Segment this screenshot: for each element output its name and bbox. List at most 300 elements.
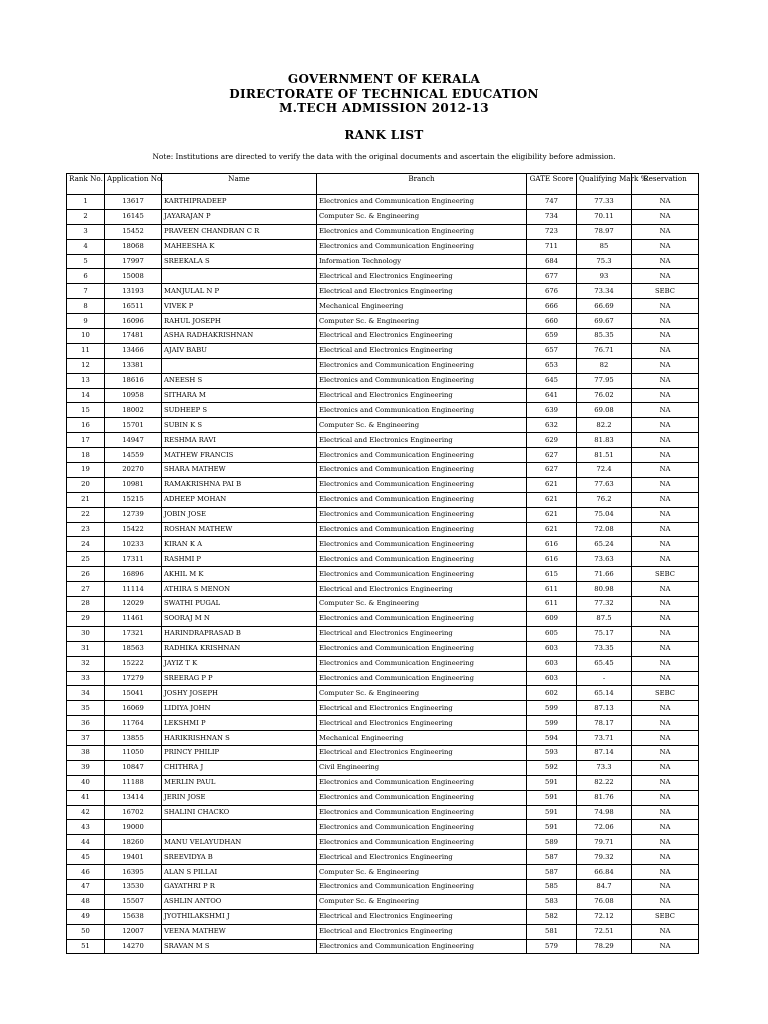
- gate-score-cell: 734: [527, 209, 577, 224]
- rank-cell: 29: [67, 611, 105, 626]
- gate-score-cell: 603: [527, 671, 577, 686]
- application-cell: 16069: [105, 701, 162, 716]
- rank-cell: 40: [67, 775, 105, 790]
- rank-cell: 47: [67, 879, 105, 894]
- header-government: GOVERNMENT OF KERALA: [287, 72, 481, 86]
- table-row: [67, 269, 699, 284]
- qualifying-mark-cell: 73.71: [577, 731, 632, 746]
- name-cell: JOBIN JOSE: [162, 507, 317, 522]
- rank-cell: 7: [67, 284, 105, 299]
- table-row: [67, 418, 699, 433]
- table-row: [67, 701, 699, 716]
- name-cell: VEENA MATHEW: [162, 924, 317, 939]
- branch-cell: Civil Engineering: [317, 760, 527, 775]
- rank-cell: 26: [67, 567, 105, 582]
- name-cell: AKHIL M K: [162, 567, 317, 582]
- name-cell: AJAIV BABU: [162, 343, 317, 358]
- branch-cell: Electrical and Electronics Engineering: [317, 924, 527, 939]
- branch-cell: Electronics and Communication Engineering: [317, 463, 527, 478]
- application-cell: 16395: [105, 865, 162, 880]
- qualifying-mark-cell: 79.32: [577, 850, 632, 865]
- application-cell: 12029: [105, 597, 162, 612]
- branch-cell: Electronics and Communication Engineering: [317, 656, 527, 671]
- branch-cell: Computer Sc. & Engineering: [317, 209, 527, 224]
- table-row: [67, 879, 699, 894]
- branch-cell: Information Technology: [317, 254, 527, 269]
- branch-cell: Electronics and Communication Engineering: [317, 492, 527, 507]
- qualifying-mark-cell: 75.17: [577, 626, 632, 641]
- qualifying-mark-cell: 75.04: [577, 507, 632, 522]
- reservation-cell: NA: [632, 731, 699, 746]
- rank-cell: 27: [67, 582, 105, 597]
- name-cell: ROSHAN MATHEW: [162, 522, 317, 537]
- application-cell: 10958: [105, 388, 162, 403]
- rank-cell: 51: [67, 939, 105, 954]
- branch-cell: Electronics and Communication Engineering: [317, 507, 527, 522]
- qualifying-mark-cell: 81.76: [577, 790, 632, 805]
- gate-score-cell: 599: [527, 716, 577, 731]
- name-cell: LIDIYA JOHN: [162, 701, 317, 716]
- gate-score-cell: 641: [527, 388, 577, 403]
- table-row: [67, 522, 699, 537]
- application-cell: 17997: [105, 254, 162, 269]
- reservation-cell: NA: [632, 239, 699, 254]
- gate-score-cell: 587: [527, 865, 577, 880]
- branch-cell: Electronics and Communication Engineering: [317, 537, 527, 552]
- branch-cell: Electronics and Communication Engineering: [317, 939, 527, 954]
- name-cell: RADHIKA KRISHNAN: [162, 641, 317, 656]
- qualifying-mark-cell: 82.2: [577, 418, 632, 433]
- rank-cell: 5: [67, 254, 105, 269]
- name-cell: KIRAN K A: [162, 537, 317, 552]
- application-cell: 11114: [105, 582, 162, 597]
- qualifying-mark-cell: 73.34: [577, 284, 632, 299]
- rank-cell: 45: [67, 850, 105, 865]
- rank-cell: 16: [67, 418, 105, 433]
- qualifying-mark-cell: 76.2: [577, 492, 632, 507]
- branch-cell: Electronics and Communication Engineering: [317, 195, 527, 210]
- branch-cell: Electronics and Communication Engineering: [317, 835, 527, 850]
- table-row: [67, 507, 699, 522]
- branch-cell: Electronics and Communication Engineering: [317, 611, 527, 626]
- rank-cell: 9: [67, 314, 105, 329]
- rank-cell: 25: [67, 552, 105, 567]
- rank-cell: 18: [67, 448, 105, 463]
- branch-cell: Electrical and Electronics Engineering: [317, 284, 527, 299]
- application-cell: 13193: [105, 284, 162, 299]
- reservation-cell: NA: [632, 939, 699, 954]
- qualifying-mark-cell: 78.29: [577, 939, 632, 954]
- reservation-cell: NA: [632, 477, 699, 492]
- gate-score-cell: 609: [527, 611, 577, 626]
- reservation-cell: NA: [632, 507, 699, 522]
- table-row: [67, 597, 699, 612]
- rank-cell: 15: [67, 403, 105, 418]
- reservation-cell: NA: [632, 522, 699, 537]
- application-cell: 10981: [105, 477, 162, 492]
- rank-cell: 21: [67, 492, 105, 507]
- reservation-cell: NA: [632, 924, 699, 939]
- rank-list-table: [66, 173, 699, 954]
- name-cell: KARTHIPRADEEP: [162, 195, 317, 210]
- reservation-cell: NA: [632, 224, 699, 239]
- application-cell: 15008: [105, 269, 162, 284]
- name-cell: GAYATHRI P R: [162, 879, 317, 894]
- name-cell: RAMAKRISHNA PAI B: [162, 477, 317, 492]
- gate-score-cell: 603: [527, 641, 577, 656]
- application-cell: 15638: [105, 909, 162, 924]
- qualifying-mark-cell: 81.83: [577, 433, 632, 448]
- name-cell: HARINDRAPRASAD B: [162, 626, 317, 641]
- table-row: [67, 731, 699, 746]
- gate-score-cell: 747: [527, 195, 577, 210]
- reservation-cell: NA: [632, 745, 699, 760]
- name-cell: [162, 269, 317, 284]
- table-row: [67, 224, 699, 239]
- reservation-cell: NA: [632, 865, 699, 880]
- gate-score-cell: 659: [527, 329, 577, 344]
- branch-cell: Mechanical Engineering: [317, 731, 527, 746]
- gate-score-cell: 621: [527, 492, 577, 507]
- qualifying-mark-cell: 72.51: [577, 924, 632, 939]
- application-cell: 11188: [105, 775, 162, 790]
- table-row: [67, 552, 699, 567]
- application-cell: 10847: [105, 760, 162, 775]
- reservation-cell: SEBC: [632, 284, 699, 299]
- qualifying-mark-cell: 65.45: [577, 656, 632, 671]
- table-row: [67, 924, 699, 939]
- branch-cell: Electronics and Communication Engineering: [317, 224, 527, 239]
- table-row: [67, 209, 699, 224]
- application-cell: 20270: [105, 463, 162, 478]
- qualifying-mark-cell: 77.32: [577, 597, 632, 612]
- branch-cell: Electrical and Electronics Engineering: [317, 433, 527, 448]
- qualifying-mark-cell: 82: [577, 358, 632, 373]
- name-cell: SREERAG P P: [162, 671, 317, 686]
- gate-score-cell: 621: [527, 507, 577, 522]
- branch-cell: Computer Sc. & Engineering: [317, 686, 527, 701]
- qualifying-mark-cell: 77.33: [577, 195, 632, 210]
- gate-score-cell: 591: [527, 805, 577, 820]
- reservation-cell: NA: [632, 656, 699, 671]
- reservation-cell: SEBC: [632, 909, 699, 924]
- reservation-cell: NA: [632, 805, 699, 820]
- rank-cell: 1: [67, 195, 105, 210]
- reservation-cell: NA: [632, 597, 699, 612]
- qualifying-mark-cell: 66.84: [577, 865, 632, 880]
- table-row: [67, 314, 699, 329]
- branch-cell: Electrical and Electronics Engineering: [317, 582, 527, 597]
- table-row: [67, 239, 699, 254]
- application-cell: 17311: [105, 552, 162, 567]
- qualifying-mark-cell: 74.98: [577, 805, 632, 820]
- gate-score-cell: 603: [527, 656, 577, 671]
- qualifying-mark-cell: 93: [577, 269, 632, 284]
- rank-cell: 42: [67, 805, 105, 820]
- table-row: [67, 850, 699, 865]
- name-cell: JAYARAJAN P: [162, 209, 317, 224]
- rank-cell: 36: [67, 716, 105, 731]
- name-cell: RASHMI P: [162, 552, 317, 567]
- rank-cell: 14: [67, 388, 105, 403]
- name-cell: SITHARA M: [162, 388, 317, 403]
- application-cell: 11764: [105, 716, 162, 731]
- table-row: [67, 403, 699, 418]
- qualifying-mark-cell: 78.97: [577, 224, 632, 239]
- name-cell: ASHA RADHAKRISHNAN: [162, 329, 317, 344]
- gate-score-cell: 589: [527, 835, 577, 850]
- application-cell: 14270: [105, 939, 162, 954]
- application-cell: 13414: [105, 790, 162, 805]
- application-cell: 18002: [105, 403, 162, 418]
- qualifying-mark-cell: 71.66: [577, 567, 632, 582]
- name-cell: RESHMA RAVI: [162, 433, 317, 448]
- rank-cell: 34: [67, 686, 105, 701]
- reservation-cell: NA: [632, 879, 699, 894]
- reservation-cell: NA: [632, 254, 699, 269]
- col-header-branch: Branch: [317, 174, 527, 195]
- gate-score-cell: 629: [527, 433, 577, 448]
- name-cell: [162, 358, 317, 373]
- application-cell: 13617: [105, 195, 162, 210]
- branch-cell: Electrical and Electronics Engineering: [317, 329, 527, 344]
- gate-score-cell: 599: [527, 701, 577, 716]
- gate-score-cell: 591: [527, 775, 577, 790]
- gate-score-cell: 602: [527, 686, 577, 701]
- branch-cell: Computer Sc. & Engineering: [317, 314, 527, 329]
- application-cell: 15452: [105, 224, 162, 239]
- rank-cell: 37: [67, 731, 105, 746]
- qualifying-mark-cell: 77.63: [577, 477, 632, 492]
- gate-score-cell: 587: [527, 850, 577, 865]
- reservation-cell: NA: [632, 195, 699, 210]
- table-row: [67, 939, 699, 954]
- gate-score-cell: 653: [527, 358, 577, 373]
- branch-cell: Electronics and Communication Engineering: [317, 522, 527, 537]
- gate-score-cell: 605: [527, 626, 577, 641]
- rank-cell: 32: [67, 656, 105, 671]
- rank-cell: 28: [67, 597, 105, 612]
- table-row: [67, 433, 699, 448]
- gate-score-cell: 615: [527, 567, 577, 582]
- application-cell: 13855: [105, 731, 162, 746]
- application-cell: 13530: [105, 879, 162, 894]
- qualifying-mark-cell: 84.7: [577, 879, 632, 894]
- rank-cell: 2: [67, 209, 105, 224]
- table-row: [67, 790, 699, 805]
- rank-cell: 31: [67, 641, 105, 656]
- application-cell: 16145: [105, 209, 162, 224]
- branch-cell: Electrical and Electronics Engineering: [317, 745, 527, 760]
- qualifying-mark-cell: 73.35: [577, 641, 632, 656]
- table-row: [67, 582, 699, 597]
- table-row: [67, 463, 699, 478]
- rank-cell: 17: [67, 433, 105, 448]
- reservation-cell: NA: [632, 463, 699, 478]
- table-row: [67, 894, 699, 909]
- table-row: [67, 329, 699, 344]
- reservation-cell: NA: [632, 850, 699, 865]
- name-cell: JYOTHILAKSHMI J: [162, 909, 317, 924]
- branch-cell: Computer Sc. & Engineering: [317, 597, 527, 612]
- reservation-cell: NA: [632, 433, 699, 448]
- gate-score-cell: 582: [527, 909, 577, 924]
- reservation-cell: NA: [632, 403, 699, 418]
- branch-cell: Electronics and Communication Engineering: [317, 820, 527, 835]
- reservation-cell: NA: [632, 358, 699, 373]
- reservation-cell: NA: [632, 611, 699, 626]
- qualifying-mark-cell: 82.22: [577, 775, 632, 790]
- qualifying-mark-cell: 72.4: [577, 463, 632, 478]
- qualifying-mark-cell: 75.3: [577, 254, 632, 269]
- table-row: [67, 909, 699, 924]
- name-cell: ADHEEP MOHAN: [162, 492, 317, 507]
- table-row: [67, 716, 699, 731]
- reservation-cell: NA: [632, 373, 699, 388]
- qualifying-mark-cell: 79.71: [577, 835, 632, 850]
- table-row: [67, 835, 699, 850]
- table-body: [67, 195, 699, 954]
- gate-score-cell: 632: [527, 418, 577, 433]
- qualifying-mark-cell: 85.35: [577, 329, 632, 344]
- application-cell: 16896: [105, 567, 162, 582]
- branch-cell: Electronics and Communication Engineering: [317, 552, 527, 567]
- table-row: [67, 537, 699, 552]
- reservation-cell: NA: [632, 820, 699, 835]
- table-row: [67, 745, 699, 760]
- application-cell: 17279: [105, 671, 162, 686]
- rank-cell: 22: [67, 507, 105, 522]
- reservation-cell: NA: [632, 641, 699, 656]
- qualifying-mark-cell: 81.51: [577, 448, 632, 463]
- page-title: RANK LIST: [344, 128, 424, 142]
- table-row: [67, 448, 699, 463]
- table-row: [67, 686, 699, 701]
- table-row: [67, 805, 699, 820]
- branch-cell: Electronics and Communication Engineering: [317, 373, 527, 388]
- name-cell: SREEVIDYA B: [162, 850, 317, 865]
- reservation-cell: NA: [632, 269, 699, 284]
- gate-score-cell: 723: [527, 224, 577, 239]
- branch-cell: Electronics and Communication Engineering: [317, 775, 527, 790]
- qualifying-mark-cell: 78.17: [577, 716, 632, 731]
- header-admission: M.TECH ADMISSION 2012-13: [279, 101, 489, 115]
- col-header-application: Application No.: [105, 174, 162, 195]
- application-cell: 15701: [105, 418, 162, 433]
- qualifying-mark-cell: 73.63: [577, 552, 632, 567]
- application-cell: 15215: [105, 492, 162, 507]
- qualifying-mark-cell: -: [577, 671, 632, 686]
- reservation-cell: NA: [632, 582, 699, 597]
- gate-score-cell: 611: [527, 597, 577, 612]
- branch-cell: Electrical and Electronics Engineering: [317, 701, 527, 716]
- reservation-cell: NA: [632, 418, 699, 433]
- name-cell: LEKSHMI P: [162, 716, 317, 731]
- admission-note: Note: Institutions are directed to verify the data with the original documents and ascertain the eligibility before admission.: [152, 152, 616, 161]
- reservation-cell: NA: [632, 209, 699, 224]
- name-cell: MATHEW FRANCIS: [162, 448, 317, 463]
- reservation-cell: NA: [632, 835, 699, 850]
- qualifying-mark-cell: 76.02: [577, 388, 632, 403]
- name-cell: MERLIN PAUL: [162, 775, 317, 790]
- qualifying-mark-cell: 80.98: [577, 582, 632, 597]
- application-cell: 18616: [105, 373, 162, 388]
- branch-cell: Electrical and Electronics Engineering: [317, 909, 527, 924]
- qualifying-mark-cell: 66.69: [577, 299, 632, 314]
- qualifying-mark-cell: 72.12: [577, 909, 632, 924]
- table-row: [67, 477, 699, 492]
- reservation-cell: NA: [632, 716, 699, 731]
- gate-score-cell: 645: [527, 373, 577, 388]
- reservation-cell: NA: [632, 299, 699, 314]
- application-cell: 12007: [105, 924, 162, 939]
- branch-cell: Electronics and Communication Engineering: [317, 641, 527, 656]
- reservation-cell: NA: [632, 492, 699, 507]
- branch-cell: Electronics and Communication Engineering: [317, 790, 527, 805]
- table-row: [67, 254, 699, 269]
- table-row: [67, 567, 699, 582]
- name-cell: JOSHY JOSEPH: [162, 686, 317, 701]
- table-row: [67, 820, 699, 835]
- name-cell: SWATHI PUGAL: [162, 597, 317, 612]
- application-cell: 13381: [105, 358, 162, 373]
- branch-cell: Electrical and Electronics Engineering: [317, 850, 527, 865]
- name-cell: SRAVAN M S: [162, 939, 317, 954]
- branch-cell: Electronics and Communication Engineering: [317, 403, 527, 418]
- qualifying-mark-cell: 85: [577, 239, 632, 254]
- application-cell: 17481: [105, 329, 162, 344]
- name-cell: ATHIRA S MENON: [162, 582, 317, 597]
- rank-cell: 12: [67, 358, 105, 373]
- qualifying-mark-cell: 87.5: [577, 611, 632, 626]
- gate-score-cell: 593: [527, 745, 577, 760]
- reservation-cell: NA: [632, 388, 699, 403]
- branch-cell: Electrical and Electronics Engineering: [317, 388, 527, 403]
- reservation-cell: NA: [632, 671, 699, 686]
- application-cell: 15507: [105, 894, 162, 909]
- application-cell: 14947: [105, 433, 162, 448]
- qualifying-mark-cell: 65.24: [577, 537, 632, 552]
- branch-cell: Electronics and Communication Engineering: [317, 567, 527, 582]
- name-cell: SHALINI CHACKO: [162, 805, 317, 820]
- rank-cell: 38: [67, 745, 105, 760]
- branch-cell: Electronics and Communication Engineering: [317, 239, 527, 254]
- branch-cell: Electrical and Electronics Engineering: [317, 716, 527, 731]
- application-cell: 11050: [105, 745, 162, 760]
- name-cell: JERIN JOSE: [162, 790, 317, 805]
- reservation-cell: NA: [632, 343, 699, 358]
- gate-score-cell: 621: [527, 477, 577, 492]
- rank-cell: 4: [67, 239, 105, 254]
- name-cell: SOORAJ M N: [162, 611, 317, 626]
- rank-cell: 6: [67, 269, 105, 284]
- qualifying-mark-cell: 77.95: [577, 373, 632, 388]
- name-cell: ALAN S PILLAI: [162, 865, 317, 880]
- table-row: [67, 760, 699, 775]
- gate-score-cell: 579: [527, 939, 577, 954]
- reservation-cell: NA: [632, 760, 699, 775]
- reservation-cell: SEBC: [632, 686, 699, 701]
- qualifying-mark-cell: 87.13: [577, 701, 632, 716]
- name-cell: CHITHRA J: [162, 760, 317, 775]
- branch-cell: Computer Sc. & Engineering: [317, 894, 527, 909]
- gate-score-cell: 666: [527, 299, 577, 314]
- rank-cell: 50: [67, 924, 105, 939]
- table-header-row: [67, 174, 699, 195]
- qualifying-mark-cell: 87.14: [577, 745, 632, 760]
- name-cell: ANEESH S: [162, 373, 317, 388]
- qualifying-mark-cell: 72.06: [577, 820, 632, 835]
